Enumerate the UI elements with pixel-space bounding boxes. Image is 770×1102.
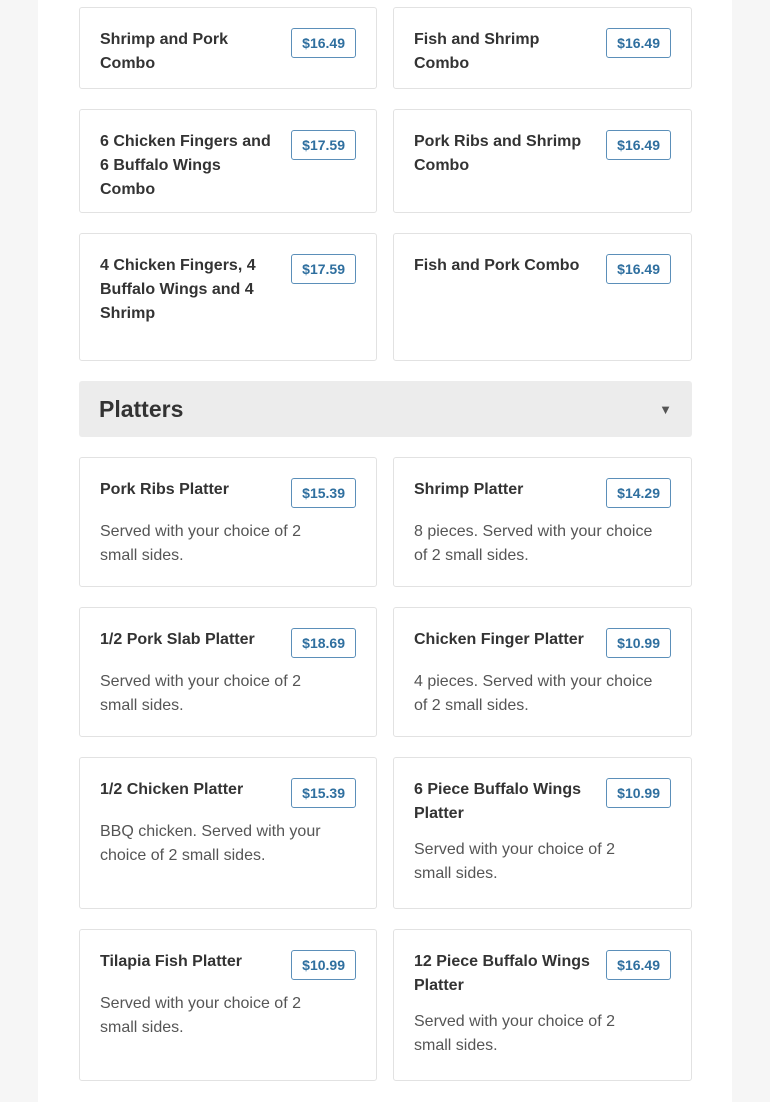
menu-item-card[interactable]	[79, 109, 377, 213]
menu-item-name: 1/2 Chicken Platter	[100, 781, 244, 798]
add-to-order-price-button[interactable]: $16.49	[291, 28, 356, 58]
combos-grid	[79, 7, 692, 361]
menu-item-name: 12 Piece Buffalo Wings Platter	[414, 953, 590, 994]
menu-item-description: 8 pieces. Served with your choice of 2 small sides.	[414, 523, 653, 564]
add-to-order-price-button[interactable]: $10.99	[606, 628, 671, 658]
menu-item-card[interactable]	[393, 233, 692, 361]
section-title: Platters	[99, 395, 184, 422]
menu-item-card[interactable]	[79, 457, 377, 587]
menu-item-card[interactable]	[393, 7, 692, 89]
menu-item-card[interactable]	[393, 109, 692, 213]
menu-item-card[interactable]	[393, 929, 692, 1081]
platters-grid	[79, 457, 692, 1081]
add-to-order-price-button[interactable]: $16.49	[606, 28, 671, 58]
menu-item-name: Shrimp Platter	[414, 481, 524, 498]
add-to-order-price-button[interactable]: $16.49	[606, 254, 671, 284]
menu-item-description: Served with your choice of 2 small sides.	[100, 523, 301, 564]
menu-item-name: Pork Ribs and Shrimp Combo	[414, 133, 582, 174]
add-to-order-price-button[interactable]: $16.49	[606, 130, 671, 160]
menu-item-card[interactable]	[79, 607, 377, 737]
menu-item-card[interactable]	[79, 757, 377, 909]
menu-item-card[interactable]	[79, 929, 377, 1081]
menu-item-description: BBQ chicken. Served with your choice of 2 small sides.	[100, 823, 321, 864]
add-to-order-price-button[interactable]: $17.59	[291, 130, 356, 160]
add-to-order-price-button[interactable]: $15.39	[291, 478, 356, 508]
add-to-order-price-button[interactable]: $10.99	[606, 778, 671, 808]
menu-item-name: Pork Ribs Platter	[100, 481, 229, 498]
add-to-order-price-button[interactable]: $14.29	[606, 478, 671, 508]
menu-item-description: 4 pieces. Served with your choice of 2 small sides.	[414, 673, 653, 714]
add-to-order-price-button[interactable]: $10.99	[291, 950, 356, 980]
menu-page	[38, 0, 732, 1102]
menu-item-card[interactable]	[79, 233, 377, 361]
caret-down-icon: ▼	[659, 401, 672, 417]
menu-item-name: 4 Chicken Fingers, 4 Buffalo Wings and 4 Shrimp	[100, 257, 256, 322]
menu-item-description: Served with your choice of 2 small sides.	[414, 841, 615, 882]
menu-item-name: Chicken Finger Platter	[414, 631, 584, 648]
menu-item-name: Fish and Shrimp Combo	[414, 31, 540, 72]
add-to-order-price-button[interactable]: $15.39	[291, 778, 356, 808]
menu-item-name: 6 Piece Buffalo Wings Platter	[414, 781, 581, 822]
menu-item-description: Served with your choice of 2 small sides.	[100, 673, 301, 714]
menu-item-name: Shrimp and Pork Combo	[100, 31, 229, 72]
add-to-order-price-button[interactable]: $16.49	[606, 950, 671, 980]
menu-item-name: Fish and Pork Combo	[414, 257, 580, 274]
add-to-order-price-button[interactable]: $17.59	[291, 254, 356, 284]
menu-item-name: 6 Chicken Fingers and 6 Buffalo Wings Combo	[100, 133, 271, 198]
menu-item-name: Tilapia Fish Platter	[100, 953, 242, 970]
menu-item-card[interactable]	[393, 457, 692, 587]
menu-item-name: 1/2 Pork Slab Platter	[100, 631, 255, 648]
add-to-order-price-button[interactable]: $18.69	[291, 628, 356, 658]
menu-item-card[interactable]	[393, 757, 692, 909]
menu-item-description: Served with your choice of 2 small sides.	[100, 995, 301, 1036]
platters-section-toggle[interactable]	[79, 381, 692, 437]
menu-item-card[interactable]	[393, 607, 692, 737]
menu-item-description: Served with your choice of 2 small sides.	[414, 1013, 615, 1054]
menu-item-card[interactable]	[79, 7, 377, 89]
